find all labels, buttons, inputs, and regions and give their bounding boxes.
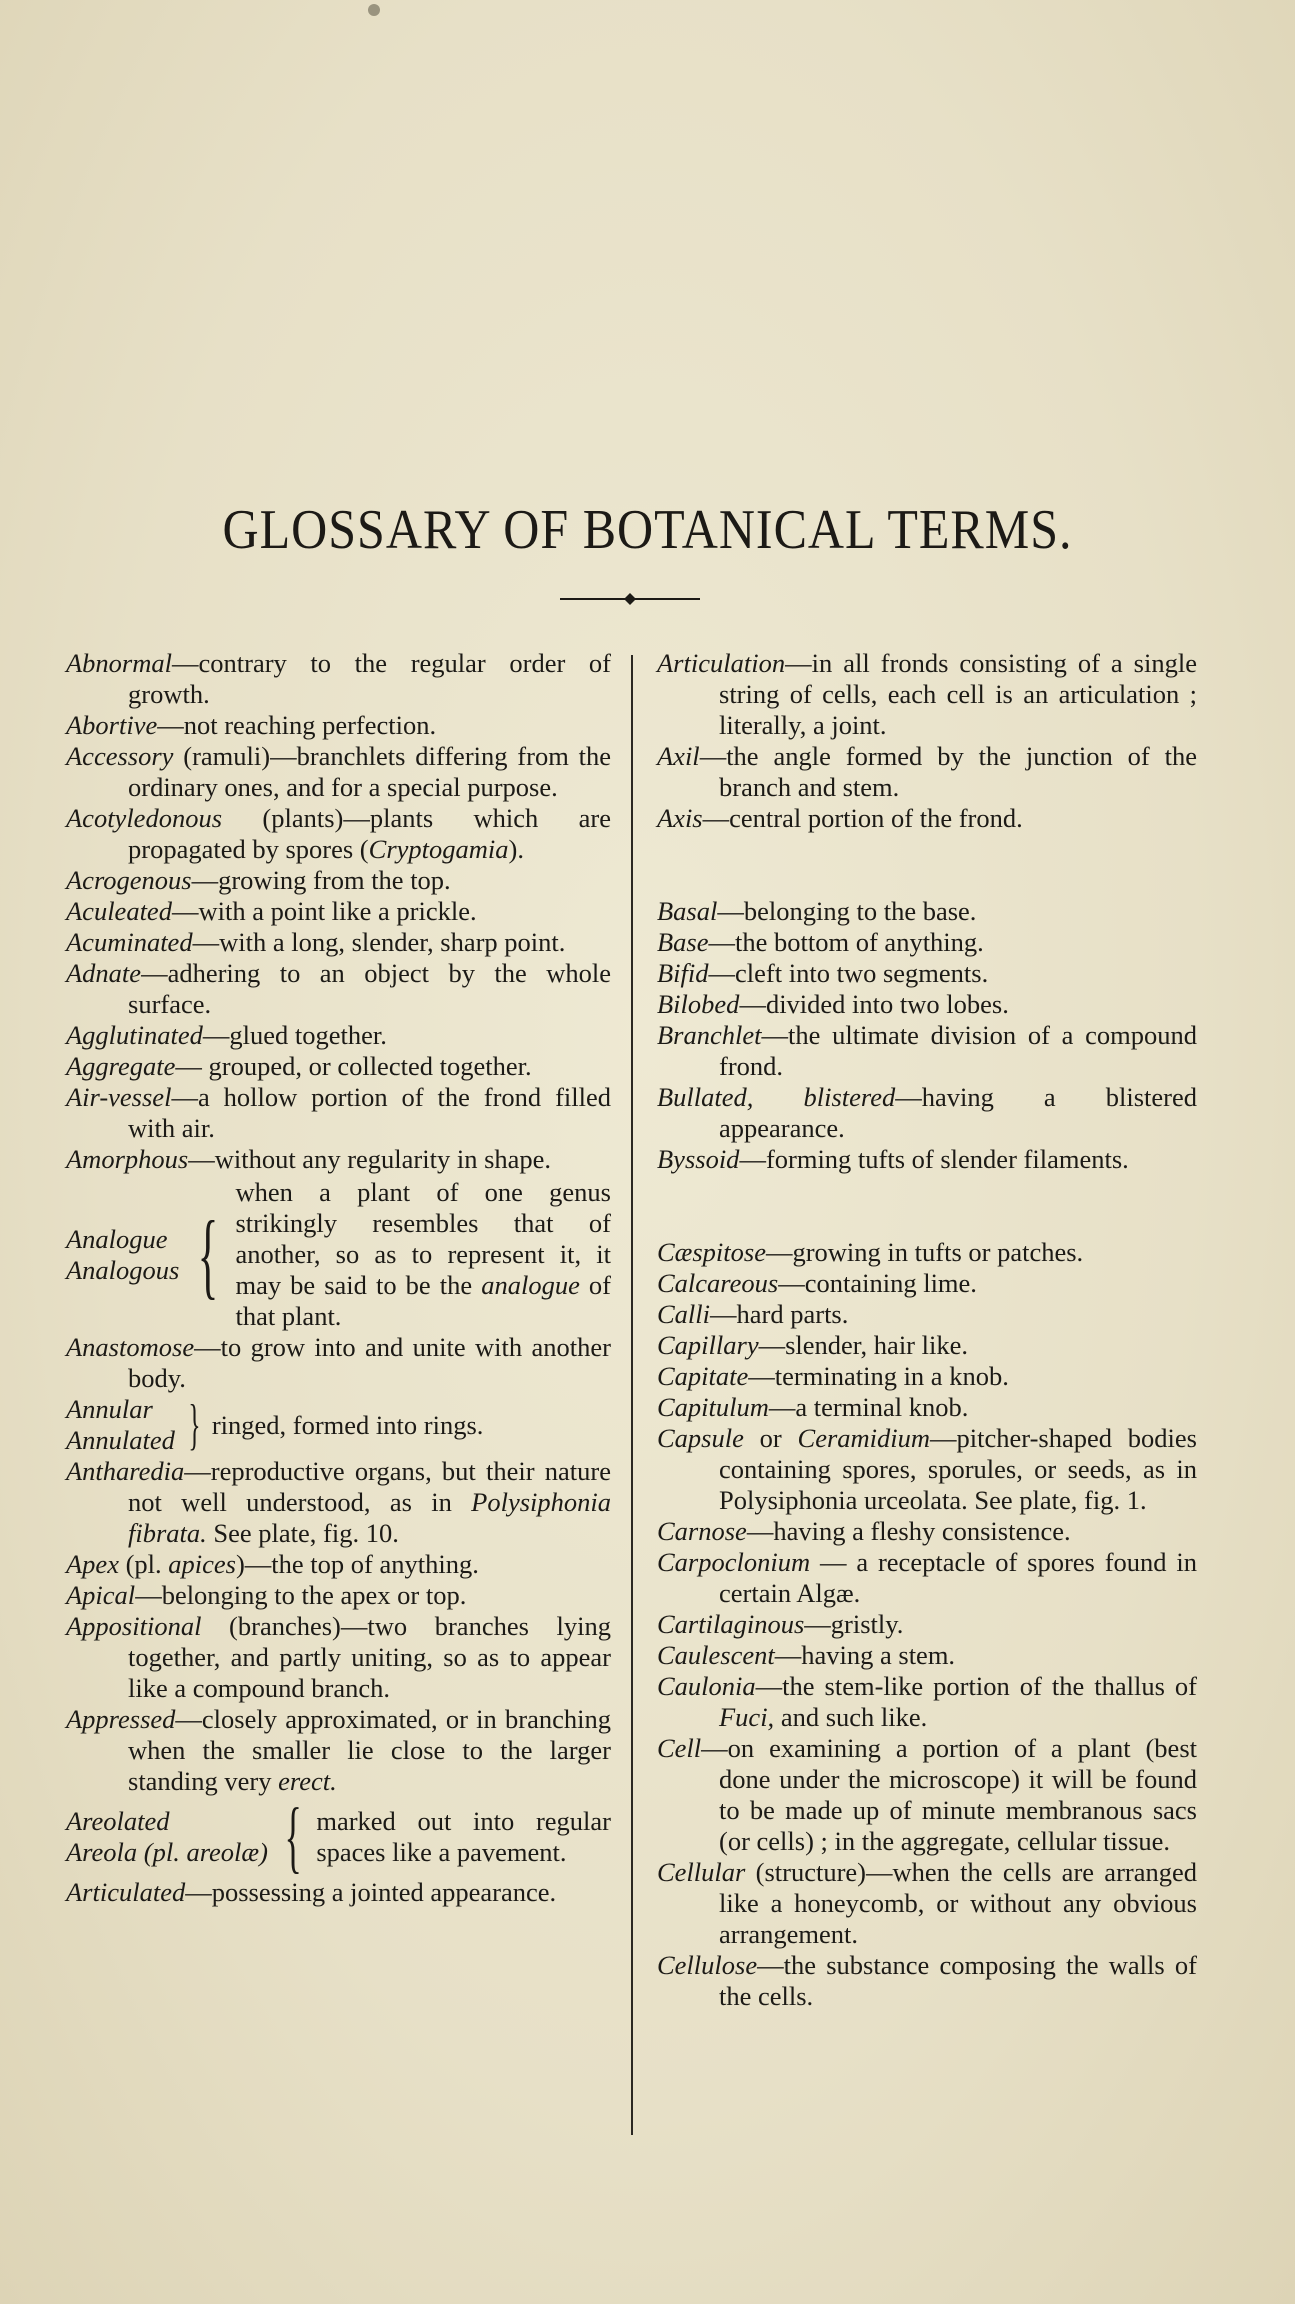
- glossary-entry: [657, 1330, 1197, 1361]
- entry-term: Antharedia: [66, 1456, 185, 1486]
- entry-term: Carnose: [657, 1516, 747, 1546]
- entry-term: Capitate: [657, 1361, 749, 1391]
- entry-term: Accessory: [66, 741, 174, 771]
- entry-definition: —glued together.: [202, 1020, 387, 1050]
- glossary-entry: [66, 648, 611, 710]
- entry-definition: (structure)—when the cells are arranged like a honeycomb, or without any obvious arrangement.: [719, 1857, 1197, 1949]
- glossary-entry: [657, 1237, 1197, 1268]
- entry-definition: —central portion of the frond.: [702, 803, 1023, 833]
- glossary-entry: [657, 1547, 1197, 1609]
- entry-list: [66, 648, 611, 1175]
- group-terms: [66, 1806, 268, 1868]
- entry-definition: —with a long, slender, sharp point.: [192, 927, 566, 957]
- entry-definition-end: and such like.: [774, 1702, 928, 1732]
- glossary-entry: [657, 896, 1197, 927]
- column-rule: [631, 655, 633, 2135]
- entry-term: Axil: [657, 741, 700, 771]
- glossary-entry: [66, 1580, 611, 1611]
- glossary-entry: [657, 1268, 1197, 1299]
- entry-definition: —adhering to an object by the whole surface.: [128, 958, 611, 1019]
- entry-definition: —forming tufts of slender filaments.: [739, 1144, 1129, 1174]
- entry-term: Caulonia: [657, 1671, 756, 1701]
- page-title: GLOSSARY OF BOTANICAL TERMS.: [222, 497, 1073, 561]
- glossary-entry: [66, 1051, 611, 1082]
- entry-definition-end: See plate, fig. 10.: [206, 1518, 399, 1548]
- entry-definition: —without any regularity in shape.: [188, 1144, 552, 1174]
- definition-text-end: of that plant.: [235, 1270, 611, 1331]
- entry-definition: —containing lime.: [778, 1268, 977, 1298]
- entry-definition: —the bottom of anything.: [708, 927, 984, 957]
- glossary-entry: [657, 648, 1197, 741]
- brace-icon: {: [198, 1200, 219, 1308]
- glossary-entry: [657, 1640, 1197, 1671]
- group-terms: [66, 1394, 175, 1456]
- entry-definition: or: [743, 1423, 798, 1453]
- entry-term: Air-vessel: [66, 1082, 172, 1112]
- glossary-entry: [657, 1020, 1197, 1082]
- glossary-entry: [657, 1857, 1197, 1950]
- entry-list: [66, 1332, 611, 1394]
- glossary-entry: [66, 896, 611, 927]
- entry-term: Aculeated: [66, 896, 172, 926]
- entry-term: Cell: [657, 1733, 702, 1763]
- entry-term: Bilobed: [657, 989, 740, 1019]
- entry-term: Articulation: [657, 648, 786, 678]
- entry-definition: —reproductive organs, but their nature not well understood, as in: [128, 1456, 611, 1517]
- entry-term: Calli: [657, 1299, 711, 1329]
- entry-definition: — a receptacle of spores found in certain Algæ.: [719, 1547, 1197, 1608]
- glossary-entry: [657, 1144, 1197, 1175]
- entry-term: Bifid: [657, 958, 709, 988]
- glossary-entry: [657, 1609, 1197, 1640]
- glossary-entry: [66, 865, 611, 896]
- glossary-entry: [657, 1516, 1197, 1547]
- group-term: Annulated: [66, 1425, 175, 1455]
- entry-term: Apex: [66, 1549, 119, 1579]
- entry-term: Adnate: [66, 958, 142, 988]
- entry-definition: —a terminal knob.: [768, 1392, 969, 1422]
- group-terms: [66, 1224, 179, 1286]
- group-definition: marked out into regular spaces like a pavement.: [316, 1806, 611, 1867]
- glossary-entry: [66, 1704, 611, 1797]
- entry-definition: (branches)—two branches lying together, and partly uniting, so as to appear like a compound branch.: [128, 1611, 611, 1703]
- entry-definition: —having a fleshy consistence.: [746, 1516, 1071, 1546]
- entry-definition: —having a stem.: [774, 1640, 956, 1670]
- entry-term: Basal: [657, 896, 718, 926]
- glossary-entry: [66, 1549, 611, 1580]
- entry-term: Cellulose: [657, 1950, 758, 1980]
- glossary-entry: [66, 1020, 611, 1051]
- entry-term: Caulescent: [657, 1640, 775, 1670]
- entry-definition: —closely approximated, or in branching when the smaller lie close to the larger standing very: [128, 1704, 611, 1796]
- right-column: [657, 648, 1197, 2012]
- entry-term: Appressed: [66, 1704, 176, 1734]
- definition-italic: analogue: [481, 1270, 580, 1300]
- left-column: [66, 648, 611, 1908]
- group-definition: ringed, formed into rings.: [211, 1409, 484, 1440]
- entry-definition-end: —pitcher-shaped bodies containing spores, sporules, or seeds, as in Polysiphonia urceolata. See plate, fig. 1.: [719, 1423, 1197, 1515]
- glossary-entry: [66, 1456, 611, 1549]
- entry-definition: —a hollow portion of the frond filled with air.: [128, 1082, 611, 1143]
- glossary-entry: [66, 1332, 611, 1394]
- glossary-entry: [66, 803, 611, 865]
- glossary-entry: [657, 1733, 1197, 1857]
- entry-definition: —growing from the top.: [191, 865, 451, 895]
- entry-definition: —cleft into two segments.: [708, 958, 989, 988]
- entry-definition-end: )—the top of anything.: [235, 1549, 479, 1579]
- entry-definition: —the substance composing the walls of the cells.: [719, 1950, 1197, 2011]
- entry-term: Articulated: [66, 1877, 186, 1907]
- group-term: Annular: [66, 1394, 153, 1424]
- entry-definition: —with a point like a prickle.: [171, 896, 477, 926]
- entry-term: Apical: [66, 1580, 136, 1610]
- entry-definition-end: ).: [508, 834, 524, 864]
- entry-definition: —on examining a portion of a plant (best done under the microscope) it will be found to be made up of minute membranous sacs (or cells) ; in the aggregate, cellular tissue.: [701, 1733, 1197, 1856]
- glossary-entry: [657, 1361, 1197, 1392]
- entry-definition: —the angle formed by the junction of the branch and stem.: [699, 741, 1197, 802]
- glossary-entry: [657, 1950, 1197, 2012]
- brace-icon: {: [284, 1793, 302, 1881]
- entry-definition: —belonging to the base.: [717, 896, 977, 926]
- group-term: Analogue: [66, 1223, 168, 1254]
- entry-term: Carpoclonium: [657, 1547, 811, 1577]
- entry-annular-group: [66, 1394, 611, 1456]
- entry-definition-italic: apices: [168, 1549, 236, 1579]
- entry-term: Abnormal: [66, 648, 172, 678]
- entry-definition: —terminating in a knob.: [748, 1361, 1009, 1391]
- entry-definition: —growing in tufts or patches.: [765, 1237, 1084, 1267]
- entry-definition: —gristly.: [804, 1609, 904, 1639]
- entry-areolated-group: [66, 1793, 611, 1881]
- entry-list: [657, 1237, 1197, 2012]
- entry-term: Agglutinated: [66, 1020, 203, 1050]
- entry-term: Capitulum: [657, 1392, 769, 1422]
- glossary-entry: [657, 1671, 1197, 1733]
- entry-term: Acrogenous: [66, 865, 192, 895]
- entry-definition: — grouped, or collected together.: [175, 1051, 532, 1081]
- entry-definition: —the stem-like portion of the thallus of: [755, 1671, 1197, 1701]
- definition-text: when a plant of one genus strikingly resembles that of another, so as to represent it, it may be said to be the: [235, 1177, 611, 1300]
- glossary-entry: [66, 1082, 611, 1144]
- entry-definition: (ramuli)—branchlets differing from the ordinary ones, and for a special purpose.: [128, 741, 611, 802]
- group-term: Areolated: [66, 1806, 170, 1836]
- entry-definition-italic: erect.: [278, 1766, 337, 1796]
- glossary-entry: [66, 958, 611, 1020]
- entry-definition: (plants)—plants which are propagated by spores (: [128, 803, 611, 864]
- glossary-entry: [66, 710, 611, 741]
- entry-term: Acotyledonous: [66, 803, 223, 833]
- entry-term: Bullated, blistered: [657, 1082, 896, 1112]
- entry-definition-italic: Fuci,: [719, 1702, 775, 1732]
- entry-list: [657, 648, 1197, 834]
- glossary-entry: [66, 741, 611, 803]
- group-term: Areola (pl. areolæ): [66, 1837, 268, 1867]
- entry-definition-italic: Polysiphonia fibrata.: [128, 1487, 611, 1548]
- entry-term: Cartilaginous: [657, 1609, 805, 1639]
- entry-definition: —hard parts.: [710, 1299, 849, 1329]
- glossary-entry: [66, 1877, 611, 1908]
- entry-definition: —not reaching perfection.: [157, 710, 437, 740]
- entry-definition: —the ultimate division of a compound frond.: [719, 1020, 1197, 1081]
- entry-definition: —to grow into and unite with another body.: [128, 1332, 611, 1393]
- glossary-entry: [657, 1299, 1197, 1330]
- entry-term: Capsule: [657, 1423, 744, 1453]
- glossary-entry: [66, 1611, 611, 1704]
- entry-definition: —divided into two lobes.: [739, 989, 1009, 1019]
- entry-list: [66, 1456, 611, 1797]
- glossary-entry: [657, 989, 1197, 1020]
- entry-definition: —possessing a jointed appearance.: [185, 1877, 557, 1907]
- entry-term: Branchlet: [657, 1020, 762, 1050]
- glossary-entry: [66, 927, 611, 958]
- entry-term: Cellular: [657, 1857, 746, 1887]
- entry-term: Appositional: [66, 1611, 202, 1641]
- glossary-entry: [657, 1392, 1197, 1423]
- entry-definition: (pl.: [118, 1549, 169, 1579]
- entry-definition: —contrary to the regular order of growth.: [128, 648, 611, 709]
- entry-term: Aggregate: [66, 1051, 176, 1081]
- entry-definition: —belonging to the apex or top.: [135, 1580, 467, 1610]
- group-term: Analogous: [66, 1254, 180, 1285]
- title-ornament: [560, 592, 700, 606]
- entry-definition: —having a blistered appearance.: [719, 1082, 1197, 1143]
- entry-term: Base: [657, 927, 709, 957]
- entry-definition: —slender, hair like.: [758, 1330, 968, 1360]
- entry-list: [657, 896, 1197, 1175]
- entry-term: Amorphous: [66, 1144, 189, 1174]
- glossary-entry: [657, 927, 1197, 958]
- entry-definition-italic: Ceramidium: [797, 1423, 931, 1453]
- entry-term: Anastomose: [66, 1332, 195, 1362]
- glossary-entry: [657, 1082, 1197, 1144]
- entry-term: Abortive: [66, 710, 158, 740]
- group-definition: [235, 1177, 611, 1332]
- entry-analogue-group: [66, 1177, 611, 1332]
- glossary-entry: [657, 803, 1197, 834]
- entry-term: Capillary: [657, 1330, 759, 1360]
- entry-definition: —in all fronds consisting of a single string of cells, each cell is an articulation ; literally, a joint.: [719, 648, 1197, 740]
- page-blemish: [368, 4, 380, 16]
- entry-term: Byssoid: [657, 1144, 740, 1174]
- entry-definition-italic: Cryptogamia: [368, 834, 509, 864]
- glossary-entry: [657, 741, 1197, 803]
- entry-term: Axis: [657, 803, 703, 833]
- glossary-entry: [66, 1144, 611, 1175]
- entry-term: Calcareous: [657, 1268, 779, 1298]
- entry-term: Cæspitose: [657, 1237, 766, 1267]
- brace-icon: }: [188, 1394, 201, 1456]
- entry-list: [66, 1877, 611, 1908]
- glossary-entry: [657, 958, 1197, 989]
- glossary-entry: [657, 1423, 1197, 1516]
- entry-term: Acuminated: [66, 927, 193, 957]
